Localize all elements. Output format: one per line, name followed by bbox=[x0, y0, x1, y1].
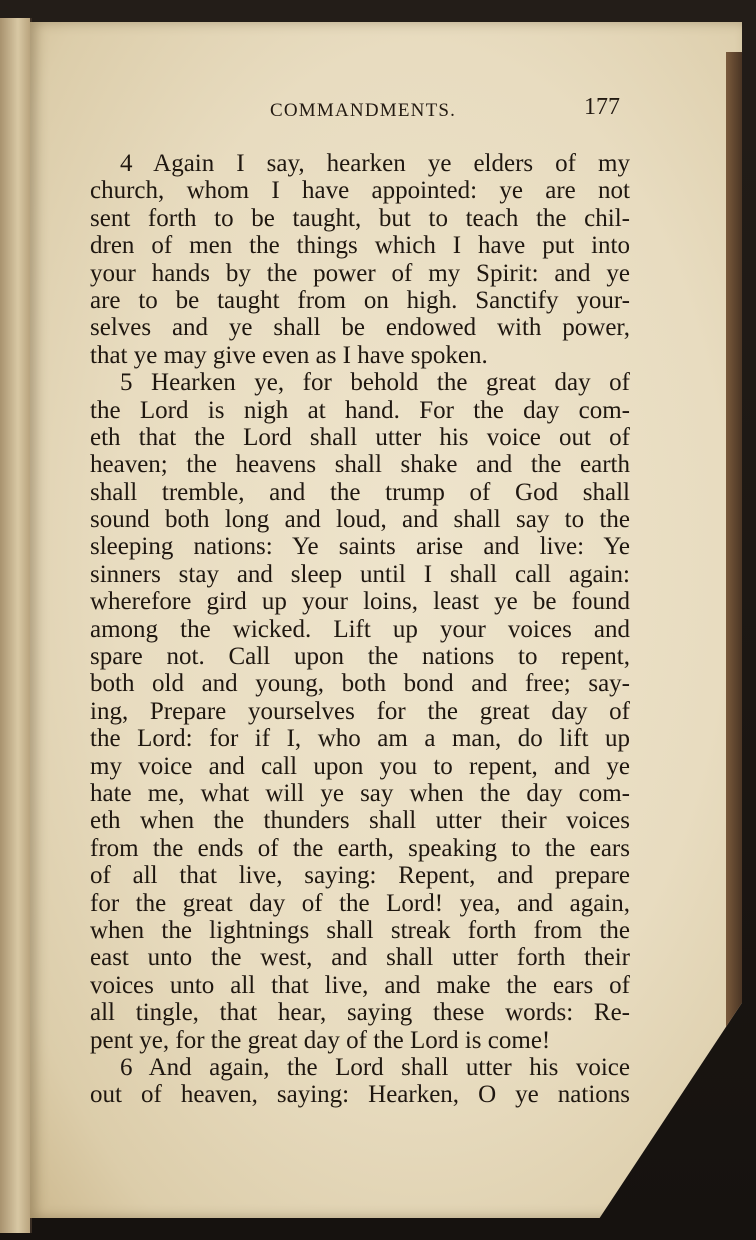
text-line: wherefore gird up your loins, least ye be found bbox=[90, 588, 630, 616]
text-line: voices unto all that live, and make the ears of bbox=[90, 971, 630, 999]
text-line: eth when the thunders shall utter their voices bbox=[90, 807, 630, 835]
text-line: your hands by the power of my Spirit: and ye bbox=[90, 259, 630, 287]
text-line: 6 And again, the Lord shall utter his voice bbox=[120, 1053, 630, 1081]
text-line: hate me, what will ye say when the day com- bbox=[90, 779, 630, 807]
text-line: for the great day of the Lord! yea, and again, bbox=[90, 889, 630, 917]
text-line: selves and ye shall be endowed with power, bbox=[90, 314, 630, 342]
text-line: of all that live, saying: Repent, and prepare bbox=[90, 862, 630, 890]
text-line: shall tremble, and the trump of God shall bbox=[90, 478, 630, 506]
text-line: both old and young, both bond and free; say- bbox=[90, 670, 630, 698]
text-line: church, whom I have appointed: ye are not bbox=[90, 177, 630, 205]
text-line: out of heaven, saying: Hearken, O ye nations bbox=[90, 1081, 630, 1109]
text-line: spare not. Call upon the nations to repent, bbox=[90, 643, 630, 671]
text-line: from the ends of the earth, speaking to the ears bbox=[90, 834, 630, 862]
text-line: 5 Hearken ye, for behold the great day of bbox=[120, 369, 630, 397]
text-line: are to be taught from on high. Sanctify your- bbox=[90, 286, 630, 314]
text-line: my voice and call upon you to repent, and ye bbox=[90, 752, 630, 780]
text-line: among the wicked. Lift up your voices and bbox=[90, 615, 630, 643]
body-text bbox=[90, 150, 630, 1109]
text-line: the Lord is nigh at hand. For the day com- bbox=[90, 396, 630, 424]
page-edge-shadow bbox=[726, 52, 742, 1132]
text-line: all tingle, that hear, saying these words: Re- bbox=[90, 999, 630, 1027]
previous-page-edge bbox=[0, 18, 32, 1233]
text-line: east unto the west, and shall utter forth their bbox=[90, 944, 630, 972]
text-line: sinners stay and sleep until I shall call again: bbox=[90, 560, 630, 588]
text-line: ing, Prepare yourselves for the great day of bbox=[90, 697, 630, 725]
text-line: pent ye, for the great day of the Lord is come! bbox=[90, 1026, 551, 1054]
text-line: dren of men the things which I have put into bbox=[90, 232, 630, 260]
text-line: the Lord: for if I, who am a man, do lift up bbox=[90, 725, 630, 753]
text-line: eth that the Lord shall utter his voice out of bbox=[90, 423, 630, 451]
text-line: sent forth to be taught, but to teach the chil- bbox=[90, 204, 630, 232]
running-head: COMMANDMENTS. bbox=[270, 100, 457, 121]
text-line: 4 Again I say, hearken ye elders of my bbox=[120, 150, 630, 177]
text-line: sound both long and loud, and shall say to the bbox=[90, 506, 630, 534]
text-line: that ye may give even as I have spoken. bbox=[90, 341, 488, 369]
text-line: sleeping nations: Ye saints arise and live: Ye bbox=[90, 533, 630, 561]
text-line: when the lightnings shall streak forth from the bbox=[90, 916, 630, 944]
text-line: heaven; the heavens shall shake and the earth bbox=[90, 451, 630, 479]
page-number: 177 bbox=[584, 94, 620, 120]
